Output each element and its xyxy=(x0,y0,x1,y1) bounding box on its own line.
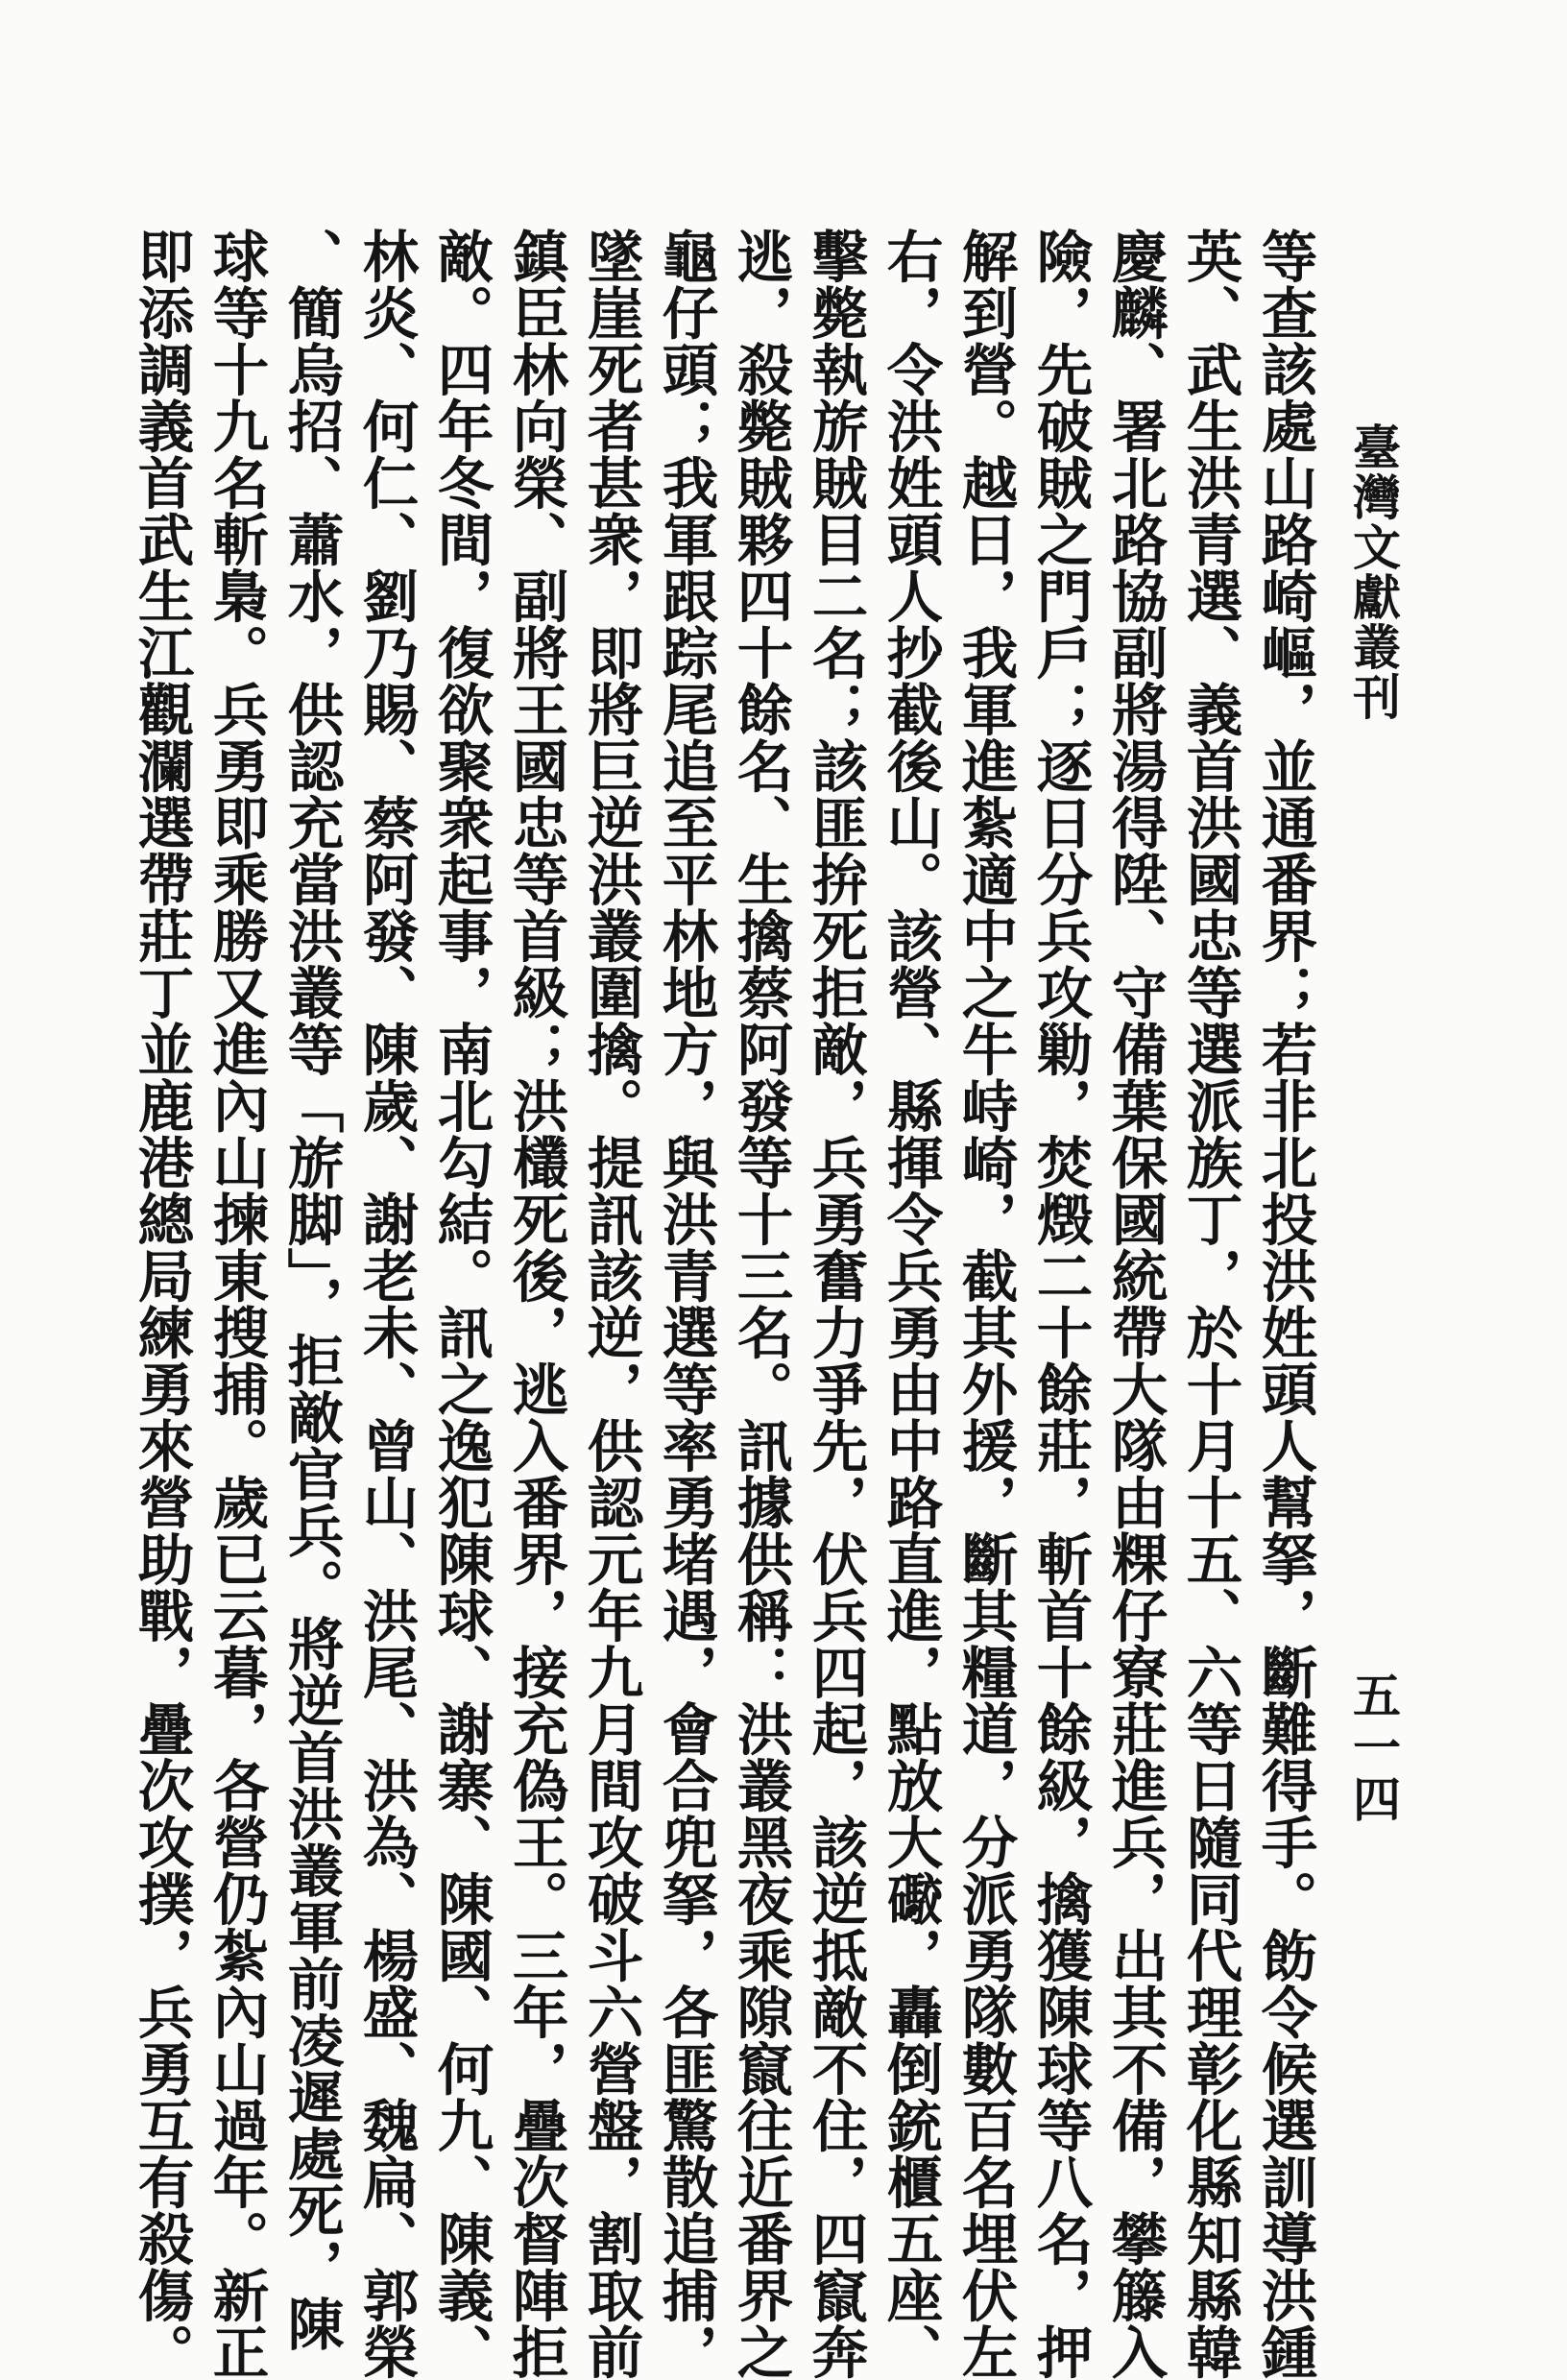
text-column: 、簡烏招、蕭水，供認充當洪叢等「旂脚」，拒敵官兵。將逆首洪叢軍前凌遲處死，陳 xyxy=(278,228,345,2352)
page-number: 五一四 xyxy=(1345,1671,1402,1826)
text-column: 險，先破賊之門戶；逐日分兵攻勦，焚燬二十餘莊，斬首十餘級，擒獲陳球等八名，押 xyxy=(1027,228,1094,2380)
text-column: 擊斃執旂賊目二名；該匪拚死拒敵，兵勇奮力爭先，伏兵四起，該逆抵敵不住，四竄奔 xyxy=(803,228,869,2380)
text-column: 球等十九名斬梟。兵勇即乘勝又進內山揀東搜捕。歲已云暮，各營仍紮內山過年。新正 xyxy=(204,228,270,2380)
text-column: 即添調義首武生江觀瀾選帶莊丁並鹿港總局練勇來營助戰，疊次攻撲，兵勇互有殺傷。 xyxy=(129,228,195,2380)
text-column: 林炎、何仁、劉乃賜、蔡阿發、陳歲、謝老未、曾山、洪尾、洪為、楊盛、魏扁、郭榮 xyxy=(353,228,420,2380)
text-column: 慶麟、署北路協副將湯得陞、守備葉保國統帶大隊由粿仔寮莊進兵，出其不備，攀籐入 xyxy=(1102,228,1169,2380)
text-column: 等查該處山路崎嶇，並通番界；若非北投洪姓頭人幫拏，斷難得手。飭令候選訓導洪鍾 xyxy=(1252,228,1318,2380)
text-column: 右，令洪姓頭人抄截後山。該營、縣揮令兵勇由中路直進，點放大礮，轟倒銃櫃五座、 xyxy=(878,228,944,2380)
text-column: 敵。四年冬間，復欲聚衆起事，南北勾結。訊之逸犯陳球、謝寨、陳國、何九、陳義、 xyxy=(428,228,494,2380)
text-column: 解到營。越日，我軍進紮適中之牛峙崎，截其外援，斷其糧道，分派勇隊數百名埋伏左 xyxy=(952,228,1019,2380)
body-text xyxy=(129,228,1322,2380)
text-column: 墜崖死者甚衆，即將巨逆洪叢圍擒。提訊該逆，供認元年九月間攻破斗六營盤，割取前 xyxy=(578,228,644,2380)
text-column: 鎮臣林向榮、副將王國忠等首級；洪欉死後，逃入番界，接充偽王。三年，疊次督陣拒 xyxy=(503,228,569,2380)
running-head: 臺灣文獻叢刊 xyxy=(1345,422,1402,722)
text-column: 逃，殺斃賊夥四十餘名、生擒蔡阿發等十三名。訊據供稱：洪叢黑夜乘隙竄往近番界之 xyxy=(728,228,794,2380)
text-column: 英、武生洪青選、義首洪國忠等選派族丁，於十月十五、六等日隨同代理彰化縣知縣韓 xyxy=(1177,228,1243,2380)
text-column: 龜仔頭；我軍跟踪尾追至平林地方，與洪青選等率勇堵遇，會合兜拏，各匪驚散追捕， xyxy=(653,228,719,2380)
